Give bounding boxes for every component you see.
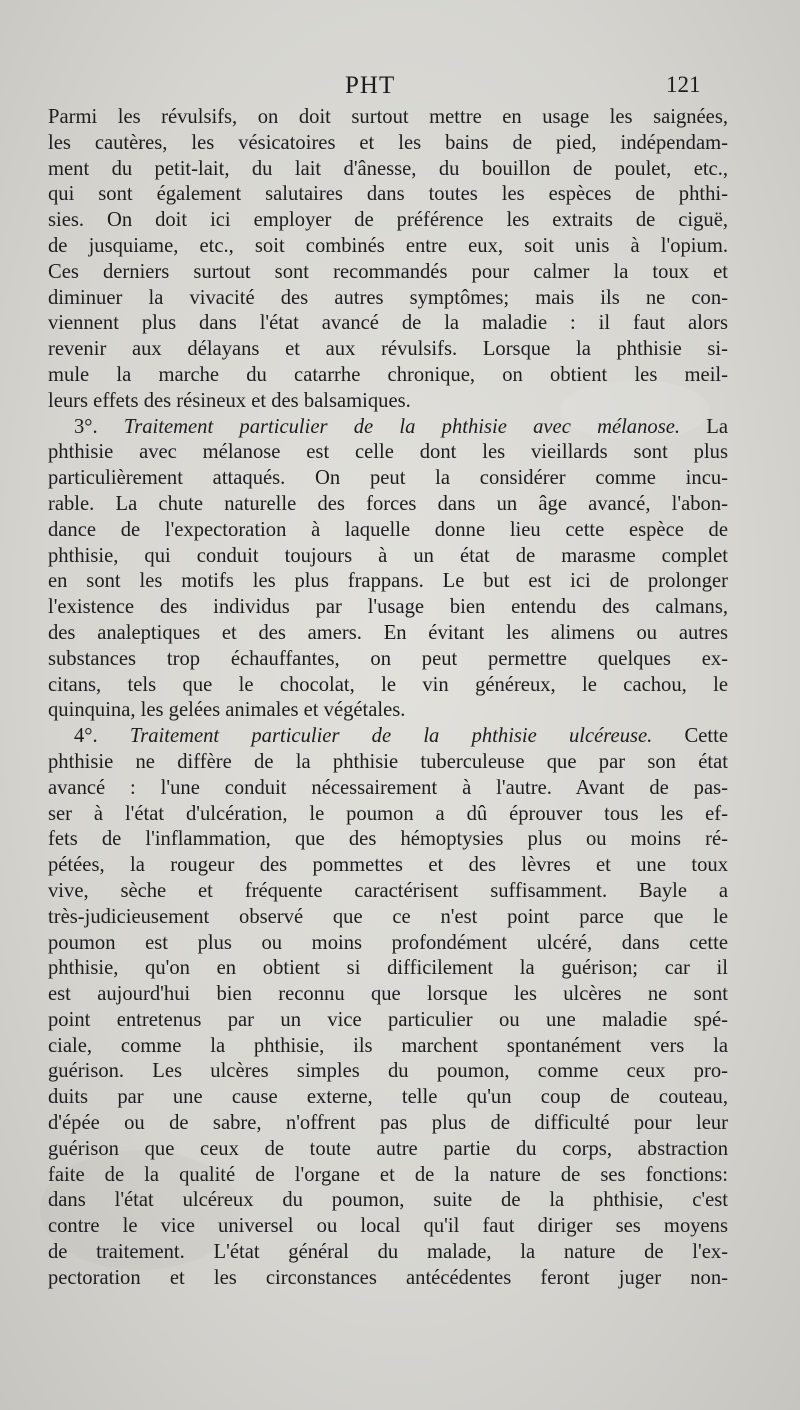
line-text: les cautères, les vésicatoires et les bains de pied, indépendam- xyxy=(48,131,728,154)
line-text: Ces derniers surtout sont recommandés pour calmer la toux et xyxy=(48,260,728,283)
text-line xyxy=(48,311,728,337)
text-line xyxy=(48,157,728,183)
line-text: très-judicieusement observé que ce n'est point parce que le xyxy=(48,905,728,928)
line-text: qui sont également salutaires dans toutes les espèces de phthi- xyxy=(48,183,728,206)
page-header xyxy=(0,72,800,102)
text-line xyxy=(48,286,728,312)
line-text: faite de la qualité de l'organe et de la nature de ses fonctions: xyxy=(48,1163,728,1186)
text-line xyxy=(48,337,728,363)
section-heading: Traitement particulier de la phthisie avec mélanose. xyxy=(123,415,681,438)
line-text: avancé : l'une conduit nécessairement à l'autre. Avant de pas- xyxy=(48,776,728,799)
line-text: fets de l'inflammation, que des hémoptysies plus ou moins ré- xyxy=(48,828,728,851)
line-text: Cette xyxy=(652,725,728,748)
text-line xyxy=(48,621,728,647)
text-line xyxy=(48,1163,728,1189)
line-text: La xyxy=(680,415,728,438)
line-text: phthisie, qu'on en obtient si difficilement la guérison; car il xyxy=(48,957,728,980)
text-line xyxy=(48,492,728,518)
line-text: vive, sèche et fréquente caractérisent suffisamment. Bayle a xyxy=(48,879,728,902)
text-line xyxy=(48,569,728,595)
text-line xyxy=(48,1188,728,1214)
text-line xyxy=(48,1266,728,1292)
text-line xyxy=(48,698,728,724)
line-text: phthisie avec mélanose est celle dont les vieillards sont plus xyxy=(48,441,728,464)
line-text: l'existence des individus par l'usage bien entendu des calmans, xyxy=(48,596,728,619)
text-line xyxy=(48,1008,728,1034)
body-text xyxy=(48,105,728,1292)
line-text: des analeptiques et des amers. En évitant les alimens ou autres xyxy=(48,621,728,644)
line-text: viennent plus dans l'état avancé de la maladie : il faut alors xyxy=(48,312,728,335)
text-line xyxy=(48,827,728,853)
text-line xyxy=(48,1059,728,1085)
text-line xyxy=(48,440,728,466)
line-text: ment du petit-lait, du lait d'ânesse, du bouillon de poulet, etc., xyxy=(48,157,728,180)
line-text: d'épée ou de sabre, n'offrent pas plus de difficulté pour leur xyxy=(48,1112,728,1135)
text-line xyxy=(48,544,728,570)
line-text: particulièrement attaqués. On peut la considérer comme incu- xyxy=(48,467,728,490)
text-line xyxy=(48,750,728,776)
line-text: mule la marche du catarrhe chronique, on obtient les meil- xyxy=(48,363,728,386)
line-text: pétées, la rougeur des pommettes et des lèvres et une toux xyxy=(48,854,728,877)
text-line xyxy=(48,363,728,389)
text-line xyxy=(48,724,728,750)
text-line xyxy=(48,853,728,879)
section-number: 4°. xyxy=(74,725,130,748)
line-text: diminuer la vivacité des autres symptômes; mais ils ne con- xyxy=(48,286,728,309)
text-line xyxy=(48,234,728,260)
text-line xyxy=(48,673,728,699)
line-text: quinquina, les gelées animales et végétales. xyxy=(48,699,406,722)
section-number: 3°. xyxy=(74,415,124,438)
line-text: dance de l'expectoration à laquelle donne lieu cette espèce de xyxy=(48,518,728,541)
line-text: ser à l'état d'ulcération, le poumon a dû éprouver tous les ef- xyxy=(48,802,728,825)
page-number: 121 xyxy=(666,72,701,97)
line-text: guérison. Les ulcères simples du poumon, comme ceux pro- xyxy=(48,1060,728,1083)
running-head: PHT xyxy=(345,72,396,99)
text-line xyxy=(48,982,728,1008)
text-line xyxy=(48,776,728,802)
line-text: revenir aux délayans et aux révulsifs. Lorsque la phthisie si- xyxy=(48,338,728,361)
line-text: guérison que ceux de toute autre partie du corps, abstraction xyxy=(48,1137,728,1160)
line-text: sies. On doit ici employer de préférence les extraits de ciguë, xyxy=(48,209,728,232)
line-text: substances trop échauffantes, on peut permettre quelques ex- xyxy=(48,647,728,670)
text-line xyxy=(48,518,728,544)
line-text: rable. La chute naturelle des forces dans un âge avancé, l'abon- xyxy=(48,492,728,515)
line-text: contre le vice universel ou local qu'il faut diriger ses moyens xyxy=(48,1215,728,1238)
line-text: phthisie ne diffère de la phthisie tuberculeuse que par son état xyxy=(48,750,728,773)
text-line xyxy=(48,415,728,441)
text-line xyxy=(48,260,728,286)
text-line xyxy=(48,931,728,957)
line-text: poumon est plus ou moins profondément ulcéré, dans cette xyxy=(48,931,728,954)
text-line xyxy=(48,182,728,208)
text-line xyxy=(48,1034,728,1060)
text-line xyxy=(48,1085,728,1111)
line-text: pectoration et les circonstances antécédentes feront juger non- xyxy=(48,1266,728,1289)
text-line xyxy=(48,595,728,621)
line-text: phthisie, qui conduit toujours à un état de marasme complet xyxy=(48,544,728,567)
line-text: duits par une cause externe, telle qu'un coup de couteau, xyxy=(48,1086,728,1109)
section-heading: Traitement particulier de la phthisie ulcéreuse. xyxy=(129,725,653,748)
text-line xyxy=(48,956,728,982)
text-line xyxy=(48,466,728,492)
text-line xyxy=(48,905,728,931)
text-line xyxy=(48,1240,728,1266)
line-text: est aujourd'hui bien reconnu que lorsque les ulcères ne sont xyxy=(48,983,728,1006)
text-line xyxy=(48,208,728,234)
text-line xyxy=(48,802,728,828)
line-text: ciale, comme la phthisie, ils marchent spontanément vers la xyxy=(48,1034,728,1057)
line-text: de jusquiame, etc., soit combinés entre eux, soit unis à l'opium. xyxy=(48,234,728,257)
text-line xyxy=(48,389,728,415)
text-line xyxy=(48,105,728,131)
line-text: dans l'état ulcéreux du poumon, suite de la phthisie, c'est xyxy=(48,1189,728,1212)
line-text: citans, tels que le chocolat, le vin généreux, le cachou, le xyxy=(48,673,728,696)
text-line xyxy=(48,1214,728,1240)
text-line xyxy=(48,1111,728,1137)
line-text: point entretenus par un vice particulier ou une maladie spé- xyxy=(48,1008,728,1031)
line-text: Parmi les révulsifs, on doit surtout mettre en usage les saignées, xyxy=(48,106,728,128)
text-line xyxy=(48,131,728,157)
line-text: de traitement. L'état général du malade, la nature de l'ex- xyxy=(48,1241,728,1264)
text-line xyxy=(48,879,728,905)
line-text: leurs effets des résineux et des balsamiques. xyxy=(48,389,411,412)
line-text: en sont les motifs les plus frappans. Le but est ici de prolonger xyxy=(48,570,728,593)
text-line xyxy=(48,1137,728,1163)
text-line xyxy=(48,647,728,673)
